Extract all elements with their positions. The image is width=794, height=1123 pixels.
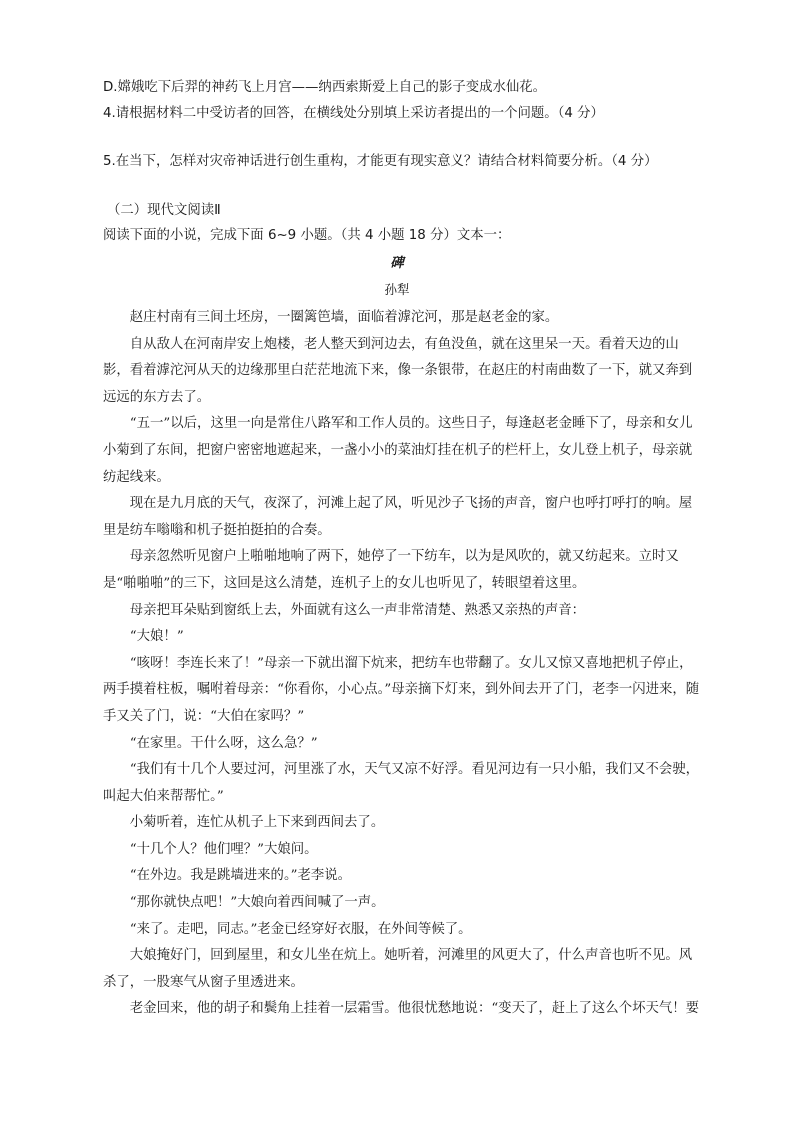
story-paragraph: 老金回来，他的胡子和鬓角上挂着一层霜雪。他很忧愁地说：“变天了，赶上了这么个坏天气！要 [129, 1001, 700, 1017]
story-paragraph: “那你就快点吧！”大娘向着西间喊了一声。 [129, 895, 385, 911]
story-paragraph: 母亲把耳朵贴到窗纸上去，外面就有这么一声非常清楚、熟悉又亲热的声音： [129, 602, 586, 618]
option-d: D.嫦娥吃下后羿的神药飞上月宫——纳西索斯爱上自己的影子变成水仙花。 [103, 80, 547, 95]
story-paragraph: “在外边。我是跳墙进来的。”老李说。 [129, 868, 352, 884]
story-paragraph: “在家里。干什么呀，这么急？” [129, 735, 318, 751]
question-5: 5.在当下，怎样对灾帝神话进行创生重构，才能更有现实意义？请结合材料简要分析。（4 分） [103, 154, 658, 169]
story-paragraph: “五一”以后，这里一向是常住八路军和工作人员的。这些日子，每逢赵老金睡下了，母亲和女儿小菊到了东间，把窗户密密地遮起来，一盏小小的菜油灯挂在机子的栏杆上，女儿登上机子，母亲就纺起线来。 [103, 416, 693, 485]
story-paragraph: “来了。走吧，同志。”老金已经穿好衣服，在外间等候了。 [129, 921, 472, 937]
section-instruction: 阅读下面的小说，完成下面 6~9 小题。（共 4 小题 18 分）文本一： [103, 228, 511, 243]
story-body [103, 305, 703, 1023]
story-title: 碑 [390, 255, 404, 271]
story-paragraph: “咳呀！李连长来了！”母亲一下就出溜下炕来，把纺车也带翻了。女儿又惊又喜地把机子停止，两手摸着柱板，嘱咐着母亲：“你看你，小心点。”母亲摘下灯来，到外间去开了门，老李一闪进来，随手又关了门，说：“大伯在家吗？” [103, 655, 700, 724]
question-4: 4.请根据材料二中受访者的回答，在横线处分别填上采访者提出的一个问题。（4 分） [103, 106, 604, 121]
story-paragraph: “十几个人？他们哩？”大娘问。 [129, 841, 318, 857]
story-paragraph: 现在是九月底的天气，夜深了，河滩上起了风，听见沙子飞扬的声音，窗户也呼打呼打的响。屋里是纺车嗡嗡和机子挺拍挺拍的合奏。 [103, 496, 693, 538]
story-paragraph: 自从敌人在河南岸安上炮楼，老人整天到河边去，有鱼没鱼，就在这里呆一天。看着天边的山影，看着滹沱河从天的边缘那里白茫茫地流下来，像一条银带，在赵庄的村南曲数了一下，就又奔到远远的东方去了。 [103, 336, 693, 405]
section-heading: （二）现代文阅读Ⅱ [107, 203, 221, 218]
story-author: 孙犁 [384, 282, 410, 297]
story-paragraph: “我们有十几个人要过河，河里涨了水，天气又凉不好浮。看见河边有一只小船，我们又不会驶，叫起大伯来帮帮忙。” [103, 762, 700, 804]
story-paragraph: 赵庄村南有三间土坯房，一圈篱笆墙，面临着滹沱河，那是赵老金的家。 [129, 310, 559, 325]
story-paragraph: 大娘掩好门，回到屋里，和女儿坐在炕上。她听着，河滩里的风更大了，什么声音也听不见。风杀了，一股寒气从窗子里透进来。 [103, 948, 693, 990]
story-paragraph: “大娘！” [129, 629, 184, 645]
story-paragraph: 母亲忽然听见窗户上啪啪地响了两下，她停了一下纺车，以为是风吹的，就又纺起来。立时又是“啪啪啪”的三下，这回是这么清楚，连机子上的女儿也听见了，转眼望着这里。 [103, 549, 679, 591]
story-paragraph: 小菊听着，连忙从机子上下来到西间去了。 [129, 815, 385, 831]
